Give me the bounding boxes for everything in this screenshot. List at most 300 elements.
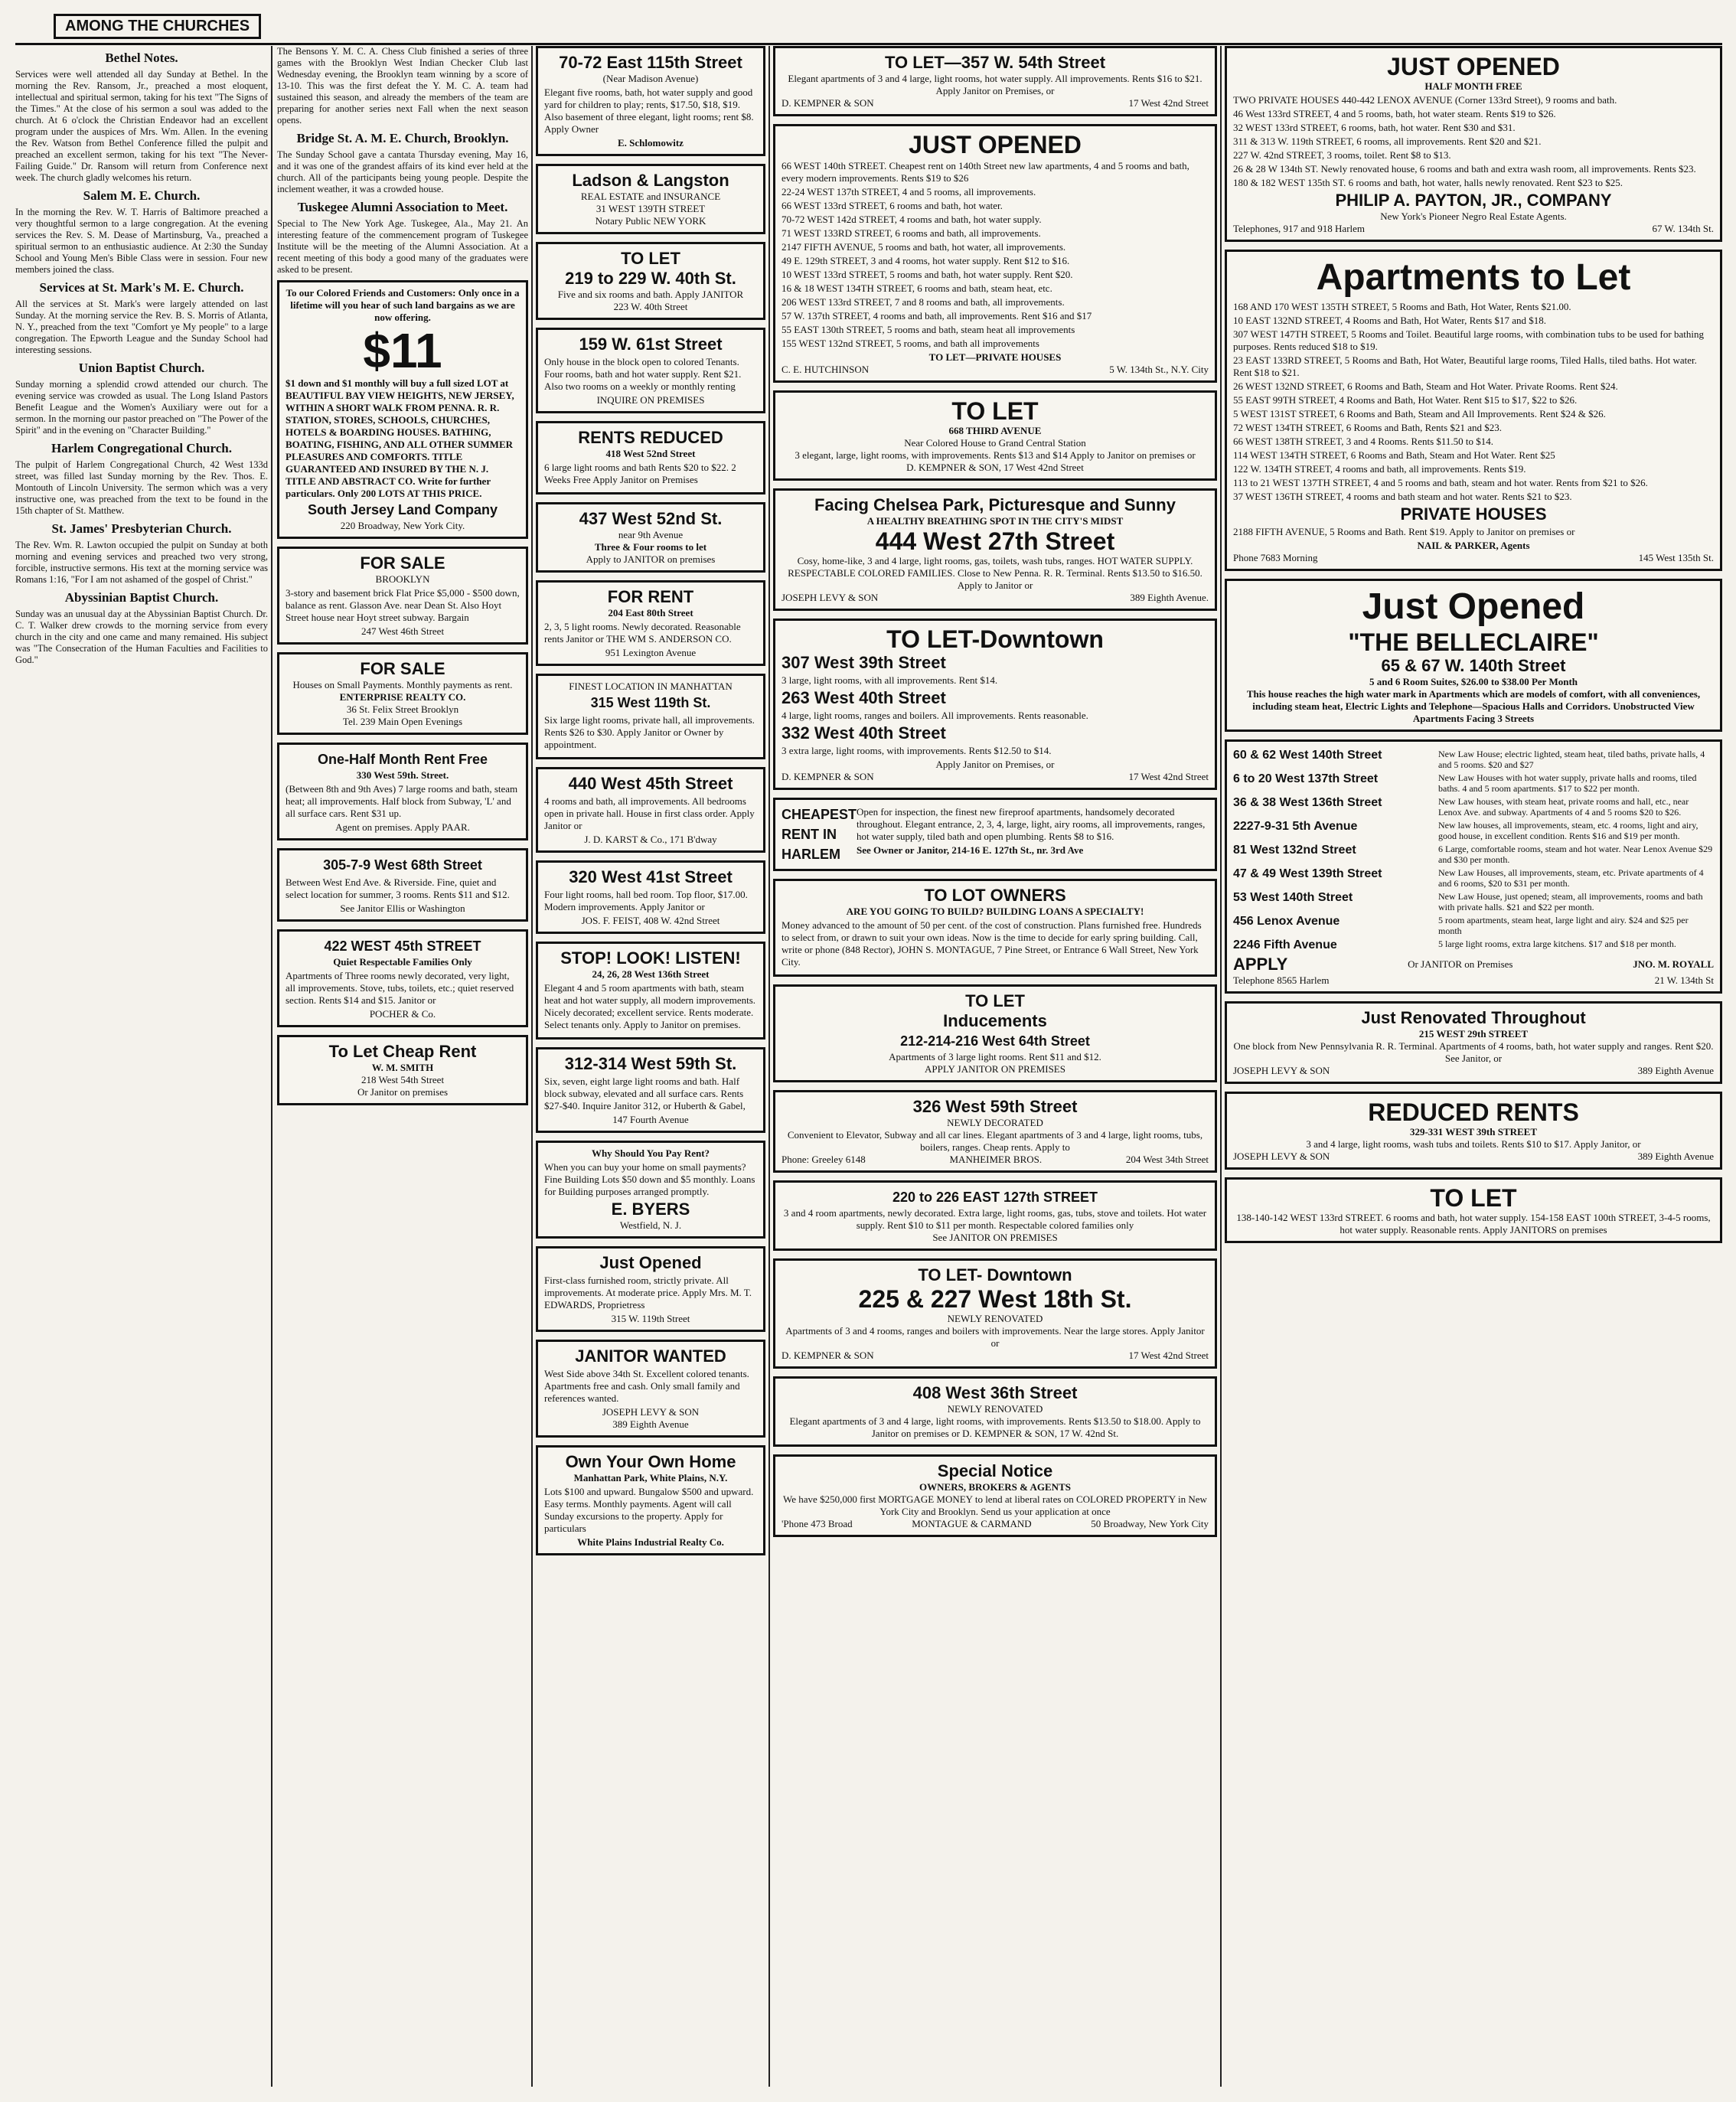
- listing-address: 6 to 20 West 137th Street: [1233, 772, 1379, 785]
- listing-line: 55 EAST 130th STREET, 5 rooms and bath, steam heat all improvements: [782, 324, 1075, 335]
- ad-subtitle: Manhattan Park, White Plains, N.Y.: [573, 1472, 728, 1483]
- ad-title: TO LET: [965, 991, 1025, 1010]
- ad-subtitle: Inducements: [943, 1011, 1047, 1030]
- listing-item: [1233, 749, 1714, 770]
- listing-line: 22-24 WEST 137th STREET, 4 and 5 rooms, all improvements.: [782, 186, 1036, 197]
- news-section: [277, 131, 528, 195]
- section-text: Sunday was an unusual day at the Abyssinian Baptist Church. Dr. C. T. Walker drew crowds to the morning service from every church in the city and one came and many remained. His subject was "The Consecration of the Human Faculties and Facilities to God.": [15, 609, 268, 665]
- ad-title: TO LOT OWNERS: [924, 886, 1066, 905]
- ad-subtitle: PRIVATE HOUSES: [1400, 504, 1547, 524]
- ad-footer: 147 Fourth Avenue: [612, 1114, 689, 1125]
- ad-title: REDUCED RENTS: [1368, 1098, 1579, 1126]
- ad-agent: Agent on premises. Apply PAAR.: [335, 821, 470, 833]
- column-3-ads: [536, 46, 765, 2087]
- cheapest-rent-harlem-ad: [773, 798, 1217, 871]
- ad-agent: D. KEMPNER & SON: [782, 97, 874, 109]
- church-section: [15, 188, 268, 276]
- listing-item: [1233, 820, 1714, 841]
- ad-address: 204 West 34th Street: [1125, 1154, 1209, 1165]
- ad-agent: JOSEPH LEVY & SON: [1233, 1151, 1330, 1162]
- ad-subtitle: NEWLY RENOVATED: [947, 1313, 1043, 1324]
- janitor-wanted-ad: [536, 1340, 765, 1438]
- ad-footer: 17 West 42nd Street: [1128, 1350, 1209, 1361]
- listing-text: 5 room apartments, steam heat, large light and airy. $24 and $25 per month: [1438, 915, 1689, 936]
- ad-address: 225 & 227 West 18th St.: [858, 1285, 1132, 1313]
- section-heading: Bridge St. A. M. E. Church, Brooklyn.: [296, 131, 509, 145]
- listing-item: [1233, 867, 1714, 889]
- royall-listings-ad: [1225, 739, 1722, 994]
- ad-text: Elegant 4 and 5 room apartments with bath, steam heat and hot water supply, all modern improvements. Nicely decorated; excellent service. Rents moderate. Select tenants only. Apply to Janitor on premises.: [544, 982, 756, 1030]
- listing-text: New law houses, all improvements, steam, etc. 4 rooms, light and airy, good house, in excellent condition. Rents $16 and $19 per month.: [1438, 820, 1698, 841]
- ad-title: JUST OPENED: [909, 131, 1082, 158]
- listing-line: 227 W. 42nd STREET, 3 rooms, toilet. Rent $8 to $13.: [1233, 149, 1451, 161]
- stop-look-listen-ad: [536, 942, 765, 1040]
- ad-phone: Phone 7683 Morning: [1233, 552, 1318, 563]
- section-text: In the morning the Rev. W. T. Harris of Baltimore preached a very thoughtful sermon to a large congregation. At the evening services the Rev. S. M. Dease of Martinsburg, Va., preached a spiritual sermon to an enthusiastic audience. At 2:30 the Sunday School and Young Men's Bible Class were in session. Four new members joined the class.: [15, 207, 268, 275]
- listing-address: 332 West 40th Street: [782, 723, 946, 743]
- ad-text: 2, 3, 5 light rooms. Newly decorated. Reasonable rents Janitor or THE WM S. ANDERSON CO.: [544, 621, 741, 645]
- section-heading: Abyssinian Baptist Church.: [64, 590, 219, 605]
- listing-item: [1233, 891, 1714, 912]
- ad-text: Three & Four rooms to let: [594, 541, 707, 553]
- ad-text: Apartments of Three rooms newly decorated, very light, all improvements. Stove, tubs, toilets, etc.; quiet reserved section. Rents $14 and $15. Janitor or: [286, 970, 514, 1006]
- ad-subtitle: Near Colored House to Grand Central Station: [904, 437, 1086, 449]
- ad-title: TO LET: [951, 397, 1039, 425]
- ad-title: RENTS REDUCED: [578, 428, 723, 447]
- ad-title: CHEAPEST RENT IN HARLEM: [782, 807, 857, 862]
- ad-title: Why Should You Pay Rent?: [591, 1147, 710, 1159]
- listing-text: 5 large light rooms, extra large kitchens. $17 and $18 per month.: [1438, 938, 1676, 949]
- ad-footer: See JANITOR ON PREMISES: [932, 1232, 1058, 1243]
- ad-subtitle: FINEST LOCATION IN MANHATTAN: [569, 681, 733, 692]
- ad-address: 218 West 54th Street: [361, 1074, 445, 1085]
- ad-tel: Tel. 239 Main Open Evenings: [342, 716, 463, 727]
- listing-text: New Law House; electric lighted, steam heat, tiled baths, private halls, 4 and 5 rooms. $20 and $27: [1438, 749, 1705, 770]
- section-text: The Sunday School gave a cantata Thursday evening, May 16, and it was one of the grandest affairs of its kind ever held at the church. All of the participants being young people. Despite the inclement weather, it was a crowded house.: [277, 149, 528, 194]
- ad-address: Westfield, N. J.: [619, 1219, 682, 1231]
- east-80th-ad: [536, 580, 765, 666]
- ad-title: STOP! LOOK! LISTEN!: [560, 948, 741, 968]
- byers-ad: [536, 1141, 765, 1239]
- ad-footer: INQUIRE ON PREMISES: [596, 394, 705, 406]
- ad-agent: JOSEPH LEVY & SON: [1233, 1065, 1330, 1076]
- ad-footer: TO LET—PRIVATE HOUSES: [928, 351, 1062, 363]
- ad-title: TO LET- Downtown: [918, 1265, 1072, 1284]
- west-45th-440-ad: [536, 767, 765, 853]
- ad-title: 320 West 41st Street: [569, 867, 733, 886]
- ad-address: 418 West 52nd Street: [605, 448, 696, 459]
- third-avenue-ad: [773, 390, 1217, 481]
- listing-lines: [782, 160, 1209, 350]
- ad-address: 444 West 27th Street: [875, 527, 1115, 555]
- ad-title: TO LET—357 W. 54th Street: [884, 53, 1106, 72]
- listing-text: New Law House, just opened; steam, all improvements, rooms and bath with private halls. $21 and $22 per month.: [1438, 891, 1703, 912]
- apartments-to-let-ad: [1225, 250, 1722, 571]
- ad-footer: 389 Eighth Avenue: [1637, 1151, 1714, 1162]
- ad-address: 215 WEST 29th STREET: [1418, 1028, 1529, 1040]
- ad-text: 3 elegant, large, light rooms, with improvements. Rents $13 and $14 Apply to Janitor on premises or: [795, 449, 1196, 461]
- belleclaire-ad: [1225, 579, 1722, 732]
- ad-title: To Let Cheap Rent: [328, 1042, 477, 1061]
- west-52nd-ad: [536, 502, 765, 573]
- ad-title: FOR RENT: [607, 587, 694, 606]
- west-18th-ad: [773, 1258, 1217, 1369]
- ad-address: 17 West 42nd Street: [1128, 771, 1209, 782]
- column-title: AMONG THE CHURCHES: [54, 14, 261, 39]
- ad-text: We have $250,000 first MORTGAGE MONEY to lend at liberal rates on COLORED PROPERTY in New York City and Brooklyn. Send us your application at once: [783, 1493, 1207, 1517]
- west-41st-ad: [536, 860, 765, 934]
- ad-tel: Telephones, 917 and 918 Harlem: [1233, 223, 1366, 234]
- ad-subtitle: OWNERS, BROKERS & AGENTS: [919, 1481, 1071, 1493]
- section-heading: Tuskegee Alumni Association to Meet.: [297, 200, 508, 214]
- ad-title: 422 WEST 45th STREET: [324, 938, 481, 954]
- listing-line: 2147 FIFTH AVENUE, 5 rooms and bath, hot water, all improvements.: [782, 241, 1066, 253]
- ad-agent: D. KEMPNER & SON: [782, 771, 874, 782]
- ad-title: Facing Chelsea Park, Picturesque and Sunny: [814, 495, 1176, 514]
- ad-title: Just Opened: [1362, 586, 1585, 627]
- ad-agent: See Janitor Ellis or Washington: [340, 902, 465, 914]
- section-heading: Services at St. Mark's M. E. Church.: [39, 280, 244, 295]
- rents-reduced-52nd-ad: [536, 421, 765, 494]
- listing-line: 10 WEST 133rd STREET, 5 rooms and bath, hot water supply. Rent $20.: [782, 269, 1073, 280]
- listing-line: 37 WEST 136TH STREET, 4 rooms and bath steam and hot water. Rents $21 to $23.: [1233, 491, 1572, 502]
- church-section: [15, 280, 268, 356]
- listing-line: 66 WEST 140th STREET. Cheapest rent on 140th Street new law apartments, 4 and 5 rooms and bath, every modern improvements. Rents $19 to $26: [782, 160, 1189, 184]
- ad-agent: JNO. M. ROYALL: [1633, 958, 1714, 970]
- ad-text: Five and six rooms and bath. Apply JANITOR: [557, 289, 744, 300]
- listing-address: 307 West 39th Street: [782, 653, 946, 672]
- ad-title: FOR SALE: [360, 659, 445, 678]
- ad-address: 50 Broadway, New York City: [1091, 1518, 1209, 1529]
- ad-title: Apartments to Let: [1316, 257, 1631, 298]
- ad-text: Money advanced to the amount of 50 per cent. of the cost of construction. Plans furnished free. Hundreds to select from, or drawn to suit your own ideas. Now is the time to decide for early spring building. Call, write or phone (848 Rector), JOHN S. MONTAGUE, 7 Pine Street, or Entrance 6 Wall Street, New York City.: [782, 919, 1202, 968]
- section-text: Special to The New York Age. Tuskegee, Ala., May 21. An interesting feature of the commencement program of Tuskegee Institute will be the meeting of the Alumni Association. At a recent meeting of this body a good many of the graduates were asked to be present.: [277, 218, 528, 275]
- listing-line: 113 to 21 WEST 137TH STREET, 4 and 5 rooms and bath, steam and hot water. Rents from $21 to $26.: [1233, 477, 1648, 488]
- ad-price: $11: [363, 323, 442, 378]
- ad-text: One block from New Pennsylvania R. R. Terminal. Apartments of 4 rooms, bath, hot water supply and ranges. Rent $20. See Janitor, or: [1233, 1040, 1714, 1064]
- ad-title: 408 West 36th Street: [912, 1383, 1078, 1402]
- ad-title: JUST OPENED: [1387, 53, 1560, 80]
- ad-agent: D. KEMPNER & SON, 17 West 42nd Street: [906, 462, 1084, 473]
- ad-title: 312-314 West 59th St.: [564, 1054, 737, 1073]
- ad-note: Or Janitor on premises: [357, 1086, 449, 1098]
- ad-text: Lots $100 and upward. Bungalow $500 and upward. Easy terms. Monthly payments. Agent will call Sunday excursions to the property. Apply for particulars: [544, 1486, 754, 1534]
- ad-subtitle: HALF MONTH FREE: [1424, 80, 1522, 92]
- ad-address: 329-331 WEST 39th STREET: [1409, 1126, 1538, 1137]
- ad-agent: J. D. KARST & Co., 171 B'dway: [584, 834, 717, 845]
- listing-line: 155 WEST 132nd STREET, 5 rooms, and bath all improvements: [782, 338, 1039, 349]
- cheap-rent-ad: [277, 1035, 528, 1105]
- ad-body: $1 down and $1 monthly will buy a full sized LOT at BEAUTIFUL BAY VIEW HEIGHTS, NEW JERSEY, WITHIN A SHORT WALK FROM PENNA. R. R. STATION, STORES, SCHOOLS, CHURCHES, HOTELS & BOARDING HOUSES. BATHING, BOATING, FISHING, AND ALL OTHER SUMMER PLEASURES AND COMFORTS. TITLE GUARANTEED AND INSURED BY THE N. J. TITLE AND ABSTRACT CO. Write for further particulars. Only 200 LOTS AT THIS PRICE.: [286, 377, 514, 499]
- column-rule: [271, 46, 272, 2087]
- ad-text: Between West End Ave. & Riverside. Fine, quiet and select location for summer, 3 rooms. Rents $11 and $12.: [286, 876, 510, 900]
- west-133rd-ad: [1225, 1177, 1722, 1243]
- ad-text: Six, seven, eight large light rooms and bath. Half block subway, elevated and all surface cars. Rents $27-$40. Inquire Janitor 312, or Huberth & Gabel,: [544, 1075, 746, 1111]
- ad-text: Cosy, home-like, 3 and 4 large, light rooms, gas, toilets, wash tubs, ranges. HOT WATER SUPPLY. RESPECTABLE COLORED FAMILIES. Close to New Penna. R. R. Terminal. Rents $13.50 to $16.50. Apply to Janitor or: [788, 555, 1202, 591]
- section-text: The Bensons Y. M. C. A. Chess Club finished a series of three games with the Brooklyn West Indian Checker Club last Wednesday evening, the Brooklyn team winning by a score of 13-10. This was the first defeat the Y. M. C. A. team had sustained this season, and already the members of the team are preparing for another series next Fall when the next season opens.: [277, 46, 528, 126]
- ad-company: South Jersey Land Company: [307, 502, 498, 517]
- ad-address: 145 West 135th St.: [1638, 552, 1714, 563]
- column-1-church-news: [15, 46, 268, 2087]
- ad-agent: JOSEPH LEVY & SON: [602, 1406, 700, 1418]
- west-59th-312-ad: [536, 1047, 765, 1133]
- news-section: [277, 200, 528, 276]
- listing-text: New Law houses, with steam heat, private rooms and hall, etc., near Lenox Ave. and subway. Apartments of 4 and 5 rooms $20 to $26.: [1438, 796, 1689, 818]
- west-64th-ad: [773, 984, 1217, 1082]
- listing-line: 5 WEST 131ST STREET, 6 Rooms and Bath, Steam and All Improvements. Rent $24 & $26.: [1233, 408, 1606, 419]
- column-4-ads: [773, 46, 1217, 2087]
- half-month-rent-ad: [277, 743, 528, 840]
- ad-agent: W. M. SMITH: [371, 1062, 434, 1073]
- ad-title: 305-7-9 West 68th Street: [323, 857, 482, 873]
- ad-title: TO LET-Downtown: [886, 625, 1104, 653]
- hutchinson-just-opened-ad: [773, 124, 1217, 383]
- ad-text: 138-140-142 WEST 133rd STREET. 6 rooms and bath, hot water supply. 154-158 EAST 100th STREET, 3-4-5 rooms, hot water supply. Reasonable rents. Apply JANITORS on premises: [1236, 1212, 1711, 1235]
- ad-text: Convenient to Elevator, Subway and all car lines. Elegant apartments of 3 and 4 large, light rooms, tubs, boilers, ranges. Cheap rents. Apply to: [787, 1129, 1203, 1153]
- downtown-kempner-ad: [773, 619, 1217, 790]
- ad-subtitle: Quiet Respectable Families Only: [333, 956, 472, 968]
- ad-tel: Telephone 8565 Harlem: [1233, 974, 1330, 986]
- ad-footer: APPLY JANITOR ON PREMISES: [925, 1063, 1065, 1075]
- church-section: [15, 590, 268, 666]
- special-notice-ad: [773, 1454, 1217, 1537]
- ad-agent: MONTAGUE & CARMAND: [912, 1518, 1032, 1529]
- ad-agent: MANHEIMER BROS.: [949, 1154, 1043, 1165]
- ad-footer: 951 Lexington Avenue: [605, 647, 697, 658]
- ad-title: Just Opened: [599, 1253, 702, 1272]
- ad-title: 220 to 226 EAST 127th STREET: [892, 1190, 1098, 1205]
- listing-line: 122 W. 134TH STREET, 4 rooms and bath, all improvements. Rents $19.: [1233, 463, 1526, 475]
- news-section: [277, 46, 528, 126]
- ad-text: Apartments of 3 and 4 rooms, ranges and boilers with improvements. Near the large stores. Apply Janitor or: [785, 1325, 1205, 1349]
- ad-text: 4 rooms and bath, all improvements. All bedrooms open in private hall. House in first class order. Apply Janitor or: [544, 795, 755, 831]
- ad-address: 668 THIRD AVENUE: [948, 425, 1042, 436]
- listing-line: 55 EAST 99TH STREET, 4 Rooms and Bath, Hot Water. Rent $15 to $17, $22 to $26.: [1233, 394, 1578, 406]
- listing-address: 81 West 132nd Street: [1233, 844, 1356, 857]
- ad-address: 204 East 80th Street: [608, 607, 693, 619]
- west-45th-ad: [277, 929, 528, 1027]
- ad-footer: 389 Eighth Avenue.: [1130, 592, 1209, 603]
- ad-title: 440 West 45th Street: [568, 774, 733, 793]
- listing-line: 114 WEST 134TH STREET, 6 Rooms and Bath, Steam and Hot Water. Rent $25: [1233, 449, 1555, 461]
- ad-name: E. BYERS: [611, 1200, 690, 1219]
- listing-address: 60 & 62 West 140th Street: [1233, 749, 1382, 762]
- ad-footer: Apply Janitor on Premises, or: [935, 759, 1055, 770]
- land-company-ad: [277, 280, 528, 539]
- ad-text: Six large light rooms, private hall, all improvements. Rents $26 to $30. Apply Janitor or Owner by appointment.: [544, 714, 755, 750]
- east-127th-ad: [773, 1180, 1217, 1251]
- listing-items: [1233, 749, 1714, 952]
- listing-text: 3 large, light rooms, with all improvements. Rent $14.: [782, 674, 998, 686]
- church-section: [15, 441, 268, 517]
- ad-agent: D. KEMPNER & SON: [782, 1350, 874, 1361]
- section-text: The Rev. Wm. R. Lawton occupied the pulpit on Sunday at both morning and evening services and preached two very strong, forcible, instructive sermons. His text at the morning service was Romans 1:16, "For I am not ashamed of the gospel of Christ.": [15, 540, 268, 585]
- ad-subtitle: 5 and 6 Room Suites, $26.00 to $38.00 Per Month: [1369, 676, 1578, 687]
- listing-line: 311 & 313 W. 119th STREET, 6 rooms, all improvements. Rent $20 and $21.: [1233, 135, 1542, 147]
- ad-text: West Side above 34th St. Excellent colored tenants. Apartments free and cash. Only small family and references wanted.: [544, 1368, 749, 1404]
- ad-title: 70-72 East 115th Street: [559, 53, 742, 72]
- section-heading: Bethel Notes.: [105, 51, 178, 65]
- ad-title: 437 West 52nd St.: [579, 509, 723, 528]
- ad-text: Elegant five rooms, bath, hot water supply and good yard for children to play; rents, $17.50, $18, $19. Also basement of three elegant, light rooms; rent $8. Apply Owner: [544, 86, 754, 135]
- listing-text: New Law Houses with hot water supply, private halls and rooms, tiled baths. 4 and 5 room apartments. $17 to $22 per month.: [1438, 772, 1697, 794]
- ad-text: When you can buy your home on small payments? Fine Building Lots $50 down and $5 monthly. Loans for Building purposes arranged promptly.: [544, 1161, 755, 1197]
- ad-subtitle: ARE YOU GOING TO BUILD? BUILDING LOANS A SPECIALTY!: [846, 906, 1144, 917]
- ad-text: Four light rooms, hall bed room. Top floor, $17.00. Modern improvements. Apply Janitor or: [544, 889, 748, 912]
- ad-subtitle: NEWLY RENOVATED: [947, 1403, 1043, 1415]
- church-section: [15, 51, 268, 184]
- top-banner: [15, 8, 1722, 45]
- ad-subtitle: REAL ESTATE and INSURANCE: [580, 191, 721, 202]
- listing-line: 70-72 WEST 142d STREET, 4 rooms and bath, hot water supply.: [782, 214, 1042, 225]
- listing-line: 66 WEST 133rd STREET, 6 rooms and bath, hot water.: [782, 200, 1003, 211]
- ad-name: "THE BELLECLAIRE": [1348, 628, 1599, 656]
- reduced-rents-ad: [1225, 1092, 1722, 1170]
- listing-lines: [1233, 301, 1714, 503]
- ad-footer: 247 West 46th Street: [361, 625, 445, 637]
- ad-address: 21 W. 134th St: [1654, 974, 1714, 986]
- ad-address: 219 to 229 W. 40th St.: [565, 269, 736, 288]
- chelsea-park-ad: [773, 488, 1217, 611]
- listing-line: TWO PRIVATE HOUSES 440-442 LENOX AVENUE (Corner 133rd Street), 9 rooms and bath.: [1233, 94, 1617, 106]
- section-text: Services were well attended all day Sunday at Bethel. In the morning the Rev. Ransom, Jr., preached a most eloquent, intellectual and spiritual sermon, taking for his text "The Signs of the Times." At the close of his sermon a soul was added to the church. At 6 o'clock the Christian Endeavor had an excellent program under the auspices of Mrs. Wm. Allen. In the evening the Rev. Watson from Bethel Conference filled the pulpit and preached an excellent sermon, taking for his text "The Never-Failing Guide." Dr. Ransom will return from Conference next week. The church gladly welcomes his return.: [15, 69, 268, 183]
- listing-line: 72 WEST 134TH STREET, 6 Rooms and Bath, Rents $21 and $23.: [1233, 422, 1502, 433]
- listing-text: New Law Houses, all improvements, steam, etc. Private apartments of 4 and 6 rooms, $20 to $31 per month.: [1438, 867, 1704, 889]
- ad-address: 315 W. 119th Street: [611, 1313, 690, 1324]
- listing-item: [1233, 796, 1714, 818]
- ad-agent: NAIL & PARKER, Agents: [1417, 540, 1530, 551]
- listing-line: 206 WEST 133rd STREET, 7 and 8 rooms and bath, all improvements.: [782, 296, 1065, 308]
- east-115th-ad: [536, 46, 765, 156]
- west-61st-ad: [536, 328, 765, 413]
- ad-title: 159 W. 61st Street: [579, 335, 723, 354]
- ad-title: Own Your Own Home: [565, 1452, 736, 1471]
- ad-text: First-class furnished room, strictly private. All improvements. At moderate price. Apply Mrs. M. T. EDWARDS, Proprietress: [544, 1275, 752, 1310]
- ad-agent: POCHER & Co.: [369, 1008, 436, 1020]
- ad-name: E. Schlomowitz: [618, 137, 684, 149]
- west-59th-326-ad: [773, 1090, 1217, 1173]
- ad-address: 65 & 67 W. 140th Street: [1381, 656, 1566, 675]
- listing-line: 16 & 18 WEST 134TH STREET, 6 rooms and bath, steam heat, etc.: [782, 282, 1052, 294]
- ad-phone: Phone: Greeley 6148: [782, 1154, 866, 1165]
- listing-text: 4 large, light rooms, ranges and boilers. All improvements. Rents reasonable.: [782, 710, 1088, 721]
- ad-text: (Between 8th and 9th Aves) 7 large rooms and bath, steam heat; all improvements. Half block from Subway, 'L' and all surface cars. Rent $31 up.: [286, 783, 518, 819]
- section-text: All the services at St. Mark's were largely attended on last Sunday. At the morning service the Rev. B. S. Morris of Atlanta, N. Y., preached from the text "Comfort ye My people" to a large congregation. The Epworth League and the Sunday School had interesting sessions.: [15, 299, 268, 355]
- ad-title: Just Renovated Throughout: [1361, 1008, 1586, 1027]
- ad-agent: JOS. F. FEIST, 408 W. 42nd Street: [581, 915, 720, 926]
- west-40th-ad: [536, 242, 765, 320]
- west-68th-ad: [277, 848, 528, 922]
- listing-address: 53 West 140th Street: [1233, 891, 1353, 904]
- west-36th-ad: [773, 1376, 1217, 1447]
- ad-text: 3 and 4 large, light rooms, wash tubs and toilets. Rents $10 to $17. Apply Janitor, or: [1306, 1138, 1641, 1150]
- listing-line: 46 West 133rd STREET, 4 and 5 rooms, bath, hot water steam. Rents $19 to $26.: [1233, 108, 1556, 119]
- section-heading: Union Baptist Church.: [78, 361, 205, 375]
- ad-text: Elegant apartments of 3 and 4 large, light rooms, with improvements. Rents $13.50 to $18.00. Apply to Janitor on premises or D. KEMPNER & SON, 17 W. 42nd St.: [789, 1415, 1201, 1439]
- ad-note: Notary Public NEW YORK: [595, 215, 706, 227]
- ad-address: 330 West 59th. Street.: [356, 769, 449, 781]
- ad-title: 326 West 59th Street: [912, 1097, 1078, 1116]
- listing-address: 2246 Fifth Avenue: [1233, 938, 1337, 951]
- ad-address: 67 W. 134th St.: [1652, 223, 1714, 234]
- west-119th-ad: [536, 674, 765, 759]
- ad-address: 389 Eighth Avenue: [612, 1418, 689, 1430]
- listing-line: 26 & 28 W 134th ST. Newly renovated house, 6 rooms and bath and extra wash room, all improvements. Rents $23.: [1233, 163, 1696, 175]
- ad-text: 6 large light rooms and bath Rents $20 to $22. 2 Weeks Free Apply Janitor on Premises: [544, 462, 736, 485]
- ad-subtitle: New York's Pioneer Negro Real Estate Agents.: [1380, 211, 1567, 222]
- ad-agent: JOSEPH LEVY & SON: [782, 592, 879, 603]
- listing-item: [1233, 938, 1714, 952]
- listing-line: 71 WEST 133RD STREET, 6 rooms and bath, all improvements.: [782, 227, 1041, 239]
- ad-text: 3-story and basement brick Flat Price $5,000 - $500 down, balance as rent. Glasson Ave. near Dean St. Also Hoyt Street house near Hoyt street subway. Bargain: [286, 587, 520, 623]
- listing-line: 32 WEST 133rd STREET, 6 rooms, bath, hot water. Rent $30 and $31.: [1233, 122, 1516, 133]
- ad-title: FOR SALE: [360, 553, 445, 573]
- ad-address: 24, 26, 28 West 136th Street: [592, 968, 710, 980]
- ad-subtitle: A HEALTHY BREATHING SPOT IN THE CITY'S MIDST: [866, 515, 1124, 527]
- lot-owners-ad: [773, 879, 1217, 977]
- listing-line: 26 WEST 132ND STREET, 6 Rooms and Bath, Steam and Hot Water. Private Rooms. Rent $24.: [1233, 380, 1618, 392]
- listing-lines: [1233, 94, 1714, 189]
- ad-text: Open for inspection, the finest new fireproof apartments, handsomely decorated throughout. Elegant entrance, 2, 3, 4, large, light, airy rooms, all improvements, ranges, hot water supply, tiled bath and open plumbing. Rents $8 to $16.: [857, 806, 1206, 842]
- ad-title: Special Notice: [937, 1461, 1053, 1480]
- ad-address: 31 WEST 139TH STREET: [596, 203, 706, 214]
- listing-line: 10 EAST 132ND STREET, 4 Rooms and Bath, Hot Water, Rents $17 and $18.: [1233, 315, 1546, 326]
- own-your-home-ad: [536, 1445, 765, 1555]
- listing-address: 263 West 40th Street: [782, 688, 946, 707]
- ladson-langston-ad: [536, 164, 765, 234]
- listing-item: [1233, 844, 1714, 865]
- ad-company: White Plains Industrial Realty Co.: [577, 1536, 724, 1548]
- ad-text: This house reaches the high water mark in Apartments which are models of comfort, with all conveniences, including steam heat, Electric Lights and Telephone—Spacious Halls and Corridors. Unobstructed View Apartments Facing 3 Streets: [1246, 688, 1701, 724]
- enterprise-realty-ad: [277, 652, 528, 735]
- listing-address: 36 & 38 West 136th Street: [1233, 796, 1382, 809]
- ad-agent: C. E. HUTCHINSON: [782, 364, 870, 375]
- church-section: [15, 521, 268, 586]
- ad-text: 3 and 4 room apartments, newly decorated. Extra large, light rooms, gas, tubs, stove and toilets. Hot water supply. Rent $10 to $11 per month. Respectable colored families only: [783, 1207, 1207, 1231]
- ad-subtitle: near 9th Avenue: [618, 529, 684, 540]
- section-heading: Harlem Congregational Church.: [51, 441, 232, 455]
- church-section: [15, 361, 268, 436]
- ad-or: Or JANITOR on Premises: [1408, 958, 1513, 970]
- west-54th-ad: [773, 46, 1217, 116]
- ad-company: PHILIP A. PAYTON, JR., COMPANY: [1335, 191, 1612, 210]
- listing-line: 168 AND 170 WEST 135TH STREET, 5 Rooms and Bath, Hot Water, Rents $21.00.: [1233, 301, 1571, 312]
- column-rule: [1220, 46, 1222, 2087]
- listing-text: 6 Large, comfortable rooms, steam and hot water. Near Lenox Avenue $29 and $30 per month.: [1438, 844, 1713, 865]
- listing-line: 180 & 182 WEST 135th ST. 6 rooms and bath, hot water, halls newly renovated. Rent $23 to $25.: [1233, 177, 1623, 188]
- ad-company: ENTERPRISE REALTY CO.: [339, 691, 466, 703]
- section-text: The pulpit of Harlem Congregational Church, 42 West 133d street, was filled last Sunday morning by the Rev. Thos. E. Montouth of Lincoln University. The sermon which was a very instructive one, was preached from the text to be found in the 15th chapter of St. Matthew.: [15, 459, 268, 516]
- ad-text: Apartments of 3 large light rooms. Rent $11 and $12.: [889, 1051, 1101, 1062]
- ad-address: 5 W. 134th St., N.Y. City: [1109, 364, 1209, 375]
- column-rule: [768, 46, 770, 2087]
- column-rule: [531, 46, 533, 2087]
- ad-footer: Apply to JANITOR on premises: [586, 553, 716, 565]
- column-2: [277, 46, 528, 2087]
- ad-title: 315 West 119th St.: [590, 695, 711, 710]
- furnished-room-ad: [536, 1246, 765, 1332]
- ad-subtitle: NEWLY DECORATED: [947, 1117, 1043, 1128]
- ad-footer: 389 Eighth Avenue: [1637, 1065, 1714, 1076]
- listing-address: 456 Lenox Avenue: [1233, 915, 1340, 928]
- column-5-ads: [1225, 46, 1722, 2087]
- listing-address: 47 & 49 West 139th Street: [1233, 867, 1382, 880]
- ad-title: One-Half Month Rent Free: [317, 752, 488, 767]
- ad-subtitle: BROOKLYN: [375, 573, 430, 585]
- ad-apply: APPLY: [1233, 955, 1288, 974]
- listing-item: [1233, 915, 1714, 936]
- section-heading: St. James' Presbyterian Church.: [51, 521, 232, 536]
